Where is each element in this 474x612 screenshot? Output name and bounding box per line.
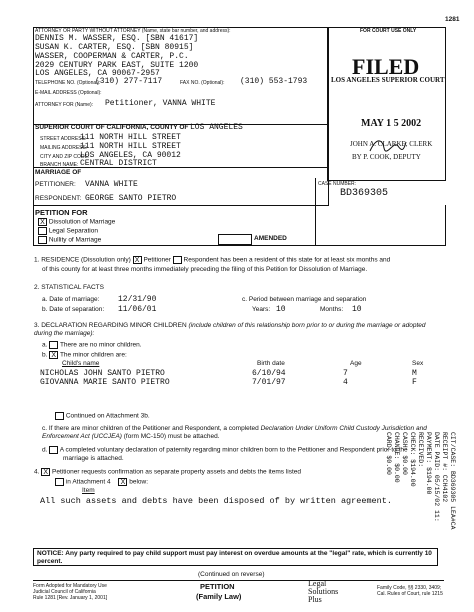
fax-label: FAX NO. (Optional): [180,80,225,86]
receipt-line-4: PAYMENT: $194.00 [425,432,432,495]
residence-line [34,256,390,265]
respondent-label: RESPONDENT: [35,195,82,202]
continued-3b-checkbox[interactable] [55,412,64,420]
receipt-line-5: RECEIVED: [417,432,424,468]
case-divider [315,178,316,245]
child-row-2-name: GIOVANNA MARIE SANTO PIETRO [40,378,170,387]
receipt-line-1: CIT/CASE: BD369305 LEA#CA [449,432,456,530]
no-children-checkbox[interactable] [49,341,58,349]
filed-stamp: FILED [352,54,420,79]
attorney-line5: LOS ANGELES, CA 90067-2957 [35,69,160,78]
nullity-label: Nullity of Marriage [48,236,102,244]
child-row-1-birth: 6/10/94 [252,369,286,378]
tel-value: (310) 277-7117 [95,77,163,86]
attachment-4-label: in Attachment 4 [65,478,111,486]
attorney-label: ATTORNEY OR PARTY WITHOUT ATTORNEY (Name, state bar number, and address): [35,28,231,34]
uccjea-text-a: c. If there are minor children of the Petitioner and Respondent, a completed [42,425,259,432]
tel-label: TELEPHONE NO. (Optional): [35,80,101,86]
opt-nullity[interactable] [38,236,101,245]
amended-label: AMENDED [254,235,287,242]
fax-value: (310) 553-1793 [240,77,308,86]
opt-separation[interactable] [38,227,98,236]
filed-clerk: JOHN A. CLARKE, CLERK [350,140,433,148]
paternity-checkbox[interactable] [49,446,58,454]
col-sex: Sex [412,360,424,367]
requests-checkbox[interactable]: X [41,468,50,476]
opt-dissolution[interactable] [38,218,115,227]
receipt-line-2: RECEIPT #: CCH4102 [441,432,448,503]
mailing-label: MAILING ADDRESS: [40,145,88,151]
attachment-4-checkbox[interactable] [55,478,64,486]
receipt-line-6: CHECK: $194.00 [409,432,416,487]
separation-label: Legal Separation [48,227,98,235]
filed-deputy: BY P. COOK, DEPUTY [352,153,421,161]
attorney-line4: 2029 CENTURY PARK EAST, SUITE 1200 [35,61,199,70]
child-row-1-sex: M [412,369,417,378]
children-header-italic: (include children of this relationship born prior to or during the marriage or adopted during the marriage): [34,322,426,337]
receipt-line-3: DATE PAID: 05/15/02 11: [433,432,440,522]
branch-label: BRANCH NAME: [40,162,79,168]
footer-title: PETITION [200,582,235,591]
marriage-header: MARRIAGE OF [35,169,82,176]
case-number: BD369305 [340,188,389,199]
years-value: 10 [276,305,286,314]
below-label: below: [129,478,149,486]
case-number-label: CASE NUMBER: [318,181,357,187]
receipt-stamp [384,432,456,530]
continued-reverse: (Continued on reverse) [198,571,265,578]
residence-petitioner-checkbox[interactable]: X [133,256,142,264]
logo-line-2: Solutions [308,587,339,596]
street-label: STREET ADDRESS: [40,136,87,142]
separation-date-label: b. Date of separation: [42,306,105,313]
minor-children-text: The minor children are: [59,351,127,359]
requests-num: 4. [34,468,40,476]
separation-date-value: 11/06/01 [118,305,157,314]
receipt-line-7: CASH: $0.00 [401,432,408,475]
period-label: c. Period between marriage and separation [242,296,367,303]
clerk-signature [368,136,408,156]
city-value: LOS ANGELES, CA 90012 [80,151,181,160]
notice-box: NOTICE: Any party required to pay child support must pay interest on overdue amounts at the "legal" rate, which is currently 10 percent. [33,548,438,566]
item-text: All such assets and debts have been disposed of by written agreement. [40,496,392,506]
statistical-header: 2. STATISTICAL FACTS [34,284,104,291]
email-label: E-MAIL ADDRESS (Optional): [35,90,102,96]
years-label: Years: [252,306,271,313]
dissolution-checkbox[interactable]: X [38,218,47,226]
footer-right-1: Family Code, §§ 2330, 3409; [377,585,442,591]
residence-petitioner-label: Petitioner [143,256,171,264]
attorney-for-value: Petitioner, VANNA WHITE [105,99,216,108]
uccjea-text-b: Declaration Under Uniform Child Custody Jurisdiction [260,425,415,432]
receipt-line-8: CHANGE: $0.00 [393,432,400,483]
paternity-text-2: marriage is attached. [63,455,124,462]
footer-divider [33,580,444,581]
respondent-value: GEORGE SANTO PIETRO [85,194,177,203]
petitioner-label: PETITIONER: [35,181,76,188]
no-children-text: There are no minor children. [59,341,142,349]
marriage-date-label: a. Date of marriage: [42,296,100,303]
court-use-label: FOR COURT USE ONLY [360,28,417,34]
residence-label: 1. RESIDENCE (Dissolution only) [34,256,131,264]
months-label: Months: [320,306,344,313]
city-label: CITY AND ZIP CODE: [40,154,90,160]
footer-left-3: Rule 1281 [Rev. January 1, 2001] [33,595,108,601]
minor-children-row [42,351,127,360]
petitioner-value: VANNA WHITE [85,180,138,189]
court-header: SUPERIOR COURT OF CALIFORNIA, COUNTY OF [35,124,189,131]
paternity-letter: d. [42,446,48,454]
children-header-text: 3. DECLARATION REGARDING MINOR CHILDREN [34,322,187,329]
attorney-line2: SUSAN K. CARTER, ESQ. [SBN 80915] [35,43,194,52]
logo-line-3: Plus [308,595,322,604]
continued-3b-row [55,412,150,421]
separation-checkbox[interactable] [38,227,47,235]
children-header [34,322,444,338]
nullity-checkbox[interactable] [38,236,47,244]
uccjea-text-c: and Enforcement Act (UCCJEA) [42,425,427,440]
child-row-2-age: 4 [343,378,348,387]
item-label: Item [82,487,95,494]
filed-court: LOS ANGELES SUPERIOR COURT [331,76,445,84]
attorney-for-label: ATTORNEY FOR (Name): [35,102,94,108]
no-children-letter: a. [42,341,48,349]
paternity-row [42,446,408,455]
mailing-value: 111 NORTH HILL STREET [80,142,181,151]
marriage-date-value: 12/31/90 [118,295,157,304]
footer-left-1: Form Adopted for Mandatory Use [33,583,107,589]
continued-3b-text: Continued on Attachment 3b. [65,412,150,420]
filed-date: MAY 1 5 2002 [361,118,422,129]
dissolution-label: Dissolution of Marriage [48,218,116,226]
footer-subtitle: (Family Law) [196,592,242,601]
logo-line-1: Legal [308,579,327,588]
requests-row [34,468,301,477]
requests-text: Petitioner requests confirmation as separate property assets and debts the items listed [52,468,301,476]
attorney-line1: DENNIS M. WASSER, ESQ. [SBN 41617] [35,34,199,43]
form-number: 1281 [445,16,460,23]
no-children-row [42,341,142,350]
child-row-1-name: NICHOLAS JOHN SANTO PIETRO [40,369,165,378]
col-child-name: Child's name [62,360,100,367]
minor-children-letter: b. [42,351,48,359]
months-value: 10 [352,305,362,314]
residence-respondent-checkbox[interactable] [173,256,182,264]
col-age: Age [350,360,362,367]
street-value: 111 NORTH HILL STREET [80,133,181,142]
amended-checkbox[interactable] [218,234,252,245]
receipt-line-9: CARD: $0.00 [385,432,392,475]
attorney-line3: WASSER, COOPERMAN & CARTER, P.C. [35,52,189,61]
branch-value: CENTRAL DISTRICT [80,159,157,168]
below-checkbox[interactable]: X [118,478,127,486]
col-birth-date: Birth date [257,360,285,367]
residence-text-2: of this county for at least three months immediately preceding the filing of this Petition for Dissolution of Marriage. [42,266,368,273]
uccjea-paragraph [42,425,442,441]
court-county: LOS ANGELES [190,123,243,132]
footer-left-2: Judicial Council of California [33,589,96,595]
paternity-text: A completed voluntary declaration of paternity regarding minor children born to the Petitioner and Respondent prior to the [59,446,408,454]
legal-solutions-logo [308,580,338,604]
minor-children-checkbox[interactable]: X [49,351,58,359]
uccjea-text-d: (form MC-150) must be attached. [123,433,220,440]
child-row-1-age: 7 [343,369,348,378]
petition-for-title: PETITION FOR [35,208,88,217]
child-row-2-sex: F [412,378,417,387]
requests-options-row [55,478,148,487]
residence-respondent-label: Respondent [183,256,219,264]
footer-right-2: Cal. Rules of Court, rule 1215 [377,591,443,597]
residence-text: has been a resident of this state for at least six months and [220,256,391,264]
child-row-2-birth: 7/01/97 [252,378,286,387]
